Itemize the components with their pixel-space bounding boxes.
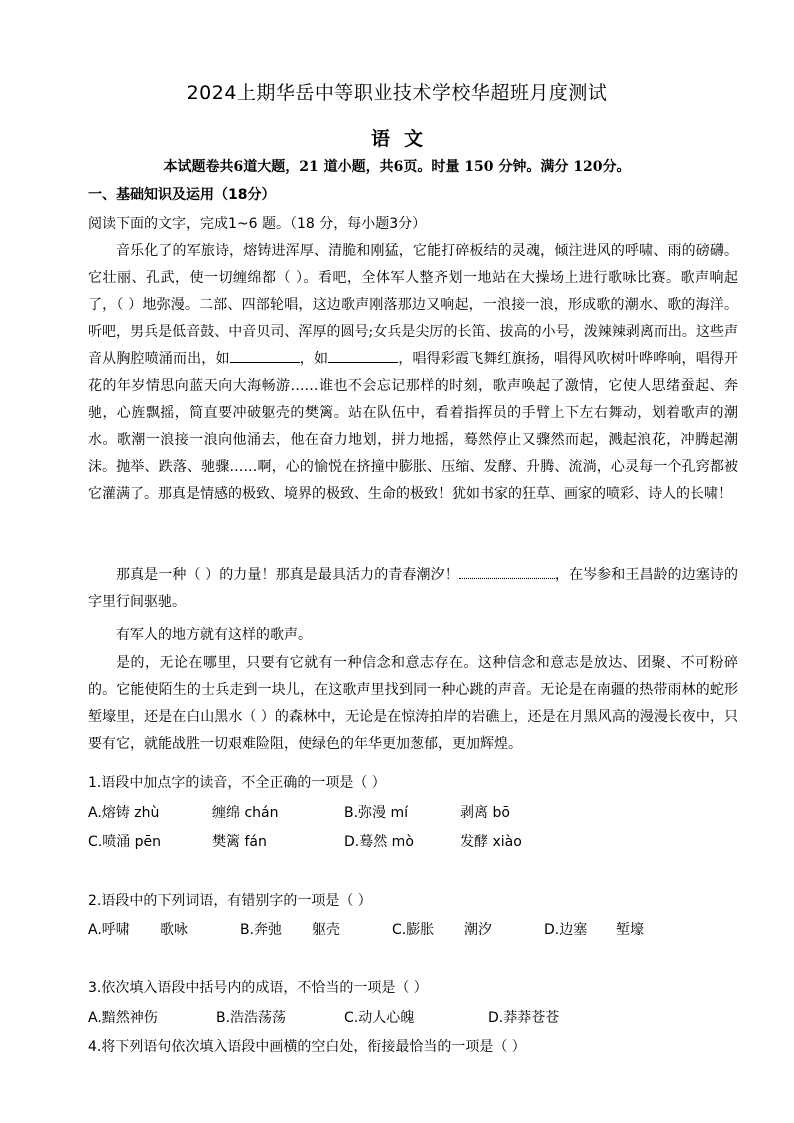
option: D.莽莽苍苍 [488,1010,560,1026]
option: A.呼啸 [88,922,130,938]
passage-text: 那真是一种（ ）的力量！那真是最具活力的青春潮汐！ [116,567,459,583]
option: C.动人心魄 [344,1010,415,1026]
wavy-blank [459,568,555,579]
exam-title: 2024上期华岳中等职业技术学校华超班月度测试 [186,82,608,104]
passage-text: ，唱得彩霞飞舞红旗扬，唱得风吹树叶哗哗响，唱得开花的年岁情思向蓝天向大海畅游……谁也不会忘记那样的时刻，歌声唤起了激情，它使人思绪蚕起、奔驰，心旌飘摇，简直要冲破躯壳的樊篱。站在队伍中，看着指挥员的手臂上下左右舞动，划着歌声的潮水。歌潮一浪接一浪向他涌去，他在奋力地划，拼力地摇，蓦然停止又骤然而起，溅起浪花，冲腾起潮沫。抛举、跌落、驰骤……啊，心的愉悦在挤撞中膨胀、压缩、发酵、升腾、流淌，心灵每一个孔窍都被它灌满了。那真是情感的极致、境界的极致、生命的极致！犹如书家的狂草、画家的喷彩、诗人的长啸！ [88,351,739,502]
passage-paragraph-2 [88,562,738,616]
option: B.弥漫 mí [344,805,409,821]
question-3: 3.依次填入语段中括号内的成语，不恰当的一项是（ ） [88,980,428,996]
question-4: 4.将下列语句依次填入语段中画横的空白处，衔接最恰当的一项是（ ） [88,1039,526,1055]
passage-text: ，在岑参和王昌龄的边塞诗的字里行间驱驰。 [88,567,739,610]
option: C.膨胀 [392,922,435,938]
passage-paragraph-3: 有军人的地方就有这样的歌声。 [116,627,312,643]
section-heading: 一、基础知识及运用（18分） [88,187,276,203]
option: D.边塞 [544,922,588,938]
option: D.蓦然 mò [344,834,414,850]
question-2: 2.语段中的下列词语，有错别字的一项是（ ） [88,893,372,909]
option: 歌咏 [160,922,188,938]
blank-line [230,348,300,363]
exam-info: 本试题卷共6道大题，21 道小题，共6页。时量 150 分钟。满分 120分。 [163,159,631,175]
option: 缠绵 chán [212,805,279,821]
option: 樊篱 fán [212,834,267,850]
subject-title: 语文 [370,128,437,150]
reading-instruction: 阅读下面的文字，完成1~6 题。（18 分，每小题3分） [88,216,427,232]
passage-paragraph-1 [88,238,738,508]
option: A.熔铸 zhù [88,805,160,821]
question-1: 1.语段中加点字的读音，不全正确的一项是（ ） [88,775,386,791]
option: 躯壳 [312,922,340,938]
option: A.黯然神伤 [88,1010,158,1026]
blank-line [328,348,398,363]
option: 堑壕 [616,922,644,938]
option: 剥离 bō [460,805,510,821]
passage-text: ，如 [299,351,329,367]
option: 发酵 xiào [460,834,522,850]
option: C.喷涌 pēn [88,834,162,850]
passage-text: 音乐化了的军旅诗，熔铸进浑厚、清脆和刚猛，它能打碎板结的灵魂，倾注进风的呼啸、雨的磅礴。它壮丽、孔武，使一切缠绵都（ ）。看吧，全体军人整齐划一地站在大操场上进行歌咏比赛。歌声响起了，（ ）地弥漫。二部、四部轮唱，这边歌声刚落那边又响起，一浪接一浪，形成歌的潮水、歌的海洋。听吧，男兵是低音鼓、中音贝司、浑厚的圆号;女兵是尖厉的长笛、拔高的小号，泼辣辣剥离而出。这些声音从胸腔喷涌而出，如 [88,243,738,367]
option: B.浩浩荡荡 [216,1010,287,1026]
option: B.奔弛 [240,922,283,938]
option: 潮汐 [464,922,492,938]
passage-paragraph-4: 是的，无论在哪里，只要有它就有一种信念和意志存在。这种信念和意志是放达、团聚、不可粉碎的。它能使陌生的士兵走到一块儿，在这歌声里找到同一种心跳的声音。无论是在南疆的热带雨林的蛇形堑壕里，还是在白山黑水（ ）的森林中，无论是在惊涛拍岸的岩礁上，还是在月黑风高的漫漫长夜中，只要有它，就能战胜一切艰难险阻，使绿色的年华更加葱郁，更加辉煌。 [88,655,738,752]
